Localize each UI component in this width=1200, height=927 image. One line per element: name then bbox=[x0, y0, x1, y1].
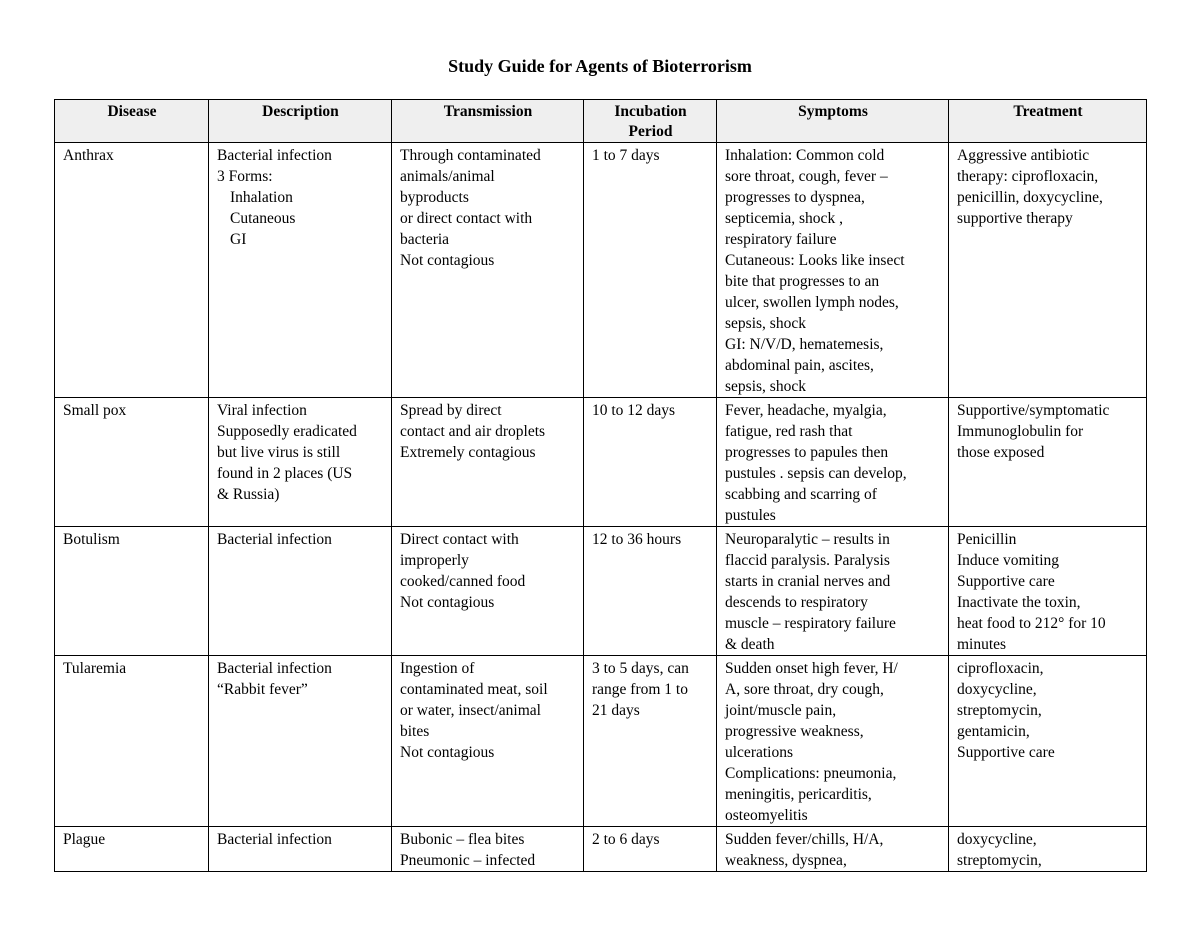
cell-line: found in 2 places (US bbox=[217, 465, 353, 482]
cell-line: A, sore throat, dry cough, bbox=[725, 681, 884, 698]
symptoms-cell bbox=[717, 527, 949, 656]
cell-line: Pneumonic – infected bbox=[400, 852, 536, 869]
cell-line: Sudden onset high fever, H/ bbox=[725, 660, 898, 677]
disease-cell bbox=[55, 656, 209, 827]
cell-line: progresses to dyspnea, bbox=[725, 189, 865, 206]
cell-line: those exposed bbox=[957, 444, 1045, 461]
cell-line: Sudden fever/chills, H/A, bbox=[725, 831, 884, 848]
treatment-cell bbox=[949, 827, 1147, 872]
cell-line: Extremely contagious bbox=[400, 444, 536, 461]
cell-line: 3 Forms: bbox=[217, 168, 273, 185]
cell-line: heat food to 212° for 10 bbox=[957, 615, 1106, 632]
cell-line: Bubonic – flea bites bbox=[400, 831, 525, 848]
cell-line: Spread by direct bbox=[400, 402, 502, 419]
cell-line: minutes bbox=[957, 636, 1007, 653]
cell-line: Bacterial infection bbox=[217, 831, 332, 848]
cell-line: meningitis, pericarditis, bbox=[725, 786, 872, 803]
disease-cell bbox=[55, 143, 209, 398]
cell-line: abdominal pain, ascites, bbox=[725, 357, 874, 374]
transmission-cell bbox=[392, 398, 584, 527]
cell-line: bite that progresses to an bbox=[725, 273, 880, 290]
cell-line: Inhalation bbox=[230, 189, 293, 206]
cell-line: Supportive care bbox=[957, 744, 1055, 761]
cell-line: sore throat, cough, fever – bbox=[725, 168, 888, 185]
cell-line: scabbing and scarring of bbox=[725, 486, 877, 503]
incubation-cell bbox=[584, 398, 717, 527]
cell-line: & Russia) bbox=[217, 486, 280, 503]
cell-line: Supportive care bbox=[957, 573, 1055, 590]
cell-line: range from 1 to bbox=[592, 681, 688, 698]
cell-line: or water, insect/animal bbox=[400, 702, 541, 719]
cell-line: Cutaneous: Looks like insect bbox=[725, 252, 905, 269]
description-cell bbox=[209, 398, 392, 527]
cell-line: Small pox bbox=[63, 402, 127, 419]
cell-line: Induce vomiting bbox=[957, 552, 1060, 569]
cell-line: “Rabbit fever” bbox=[217, 681, 308, 698]
header-symptoms: Symptoms bbox=[717, 100, 949, 143]
cell-line: GI bbox=[230, 231, 247, 248]
cell-line: Through contaminated bbox=[400, 147, 541, 164]
table-row bbox=[55, 656, 1147, 827]
cell-line: Aggressive antibiotic bbox=[957, 147, 1090, 164]
cell-line: Inhalation: Common cold bbox=[725, 147, 885, 164]
disease-cell bbox=[55, 398, 209, 527]
cell-line: Immunoglobulin for bbox=[957, 423, 1084, 440]
incubation-cell bbox=[584, 143, 717, 398]
cell-line: sepsis, shock bbox=[725, 315, 806, 332]
cell-line: Not contagious bbox=[400, 744, 495, 761]
cell-line: gentamicin, bbox=[957, 723, 1030, 740]
incubation-cell bbox=[584, 827, 717, 872]
cell-line: Penicillin bbox=[957, 531, 1017, 548]
symptoms-cell bbox=[717, 827, 949, 872]
header-treatment: Treatment bbox=[949, 100, 1147, 143]
cell-line: Botulism bbox=[63, 531, 120, 548]
cell-line: supportive therapy bbox=[957, 210, 1073, 227]
cell-line: ciprofloxacin, bbox=[957, 660, 1044, 677]
header-description: Description bbox=[209, 100, 392, 143]
transmission-cell bbox=[392, 143, 584, 398]
cell-line: Direct contact with bbox=[400, 531, 519, 548]
cell-line: osteomyelitis bbox=[725, 807, 808, 824]
table-row bbox=[55, 827, 1147, 872]
header-row bbox=[55, 100, 1147, 143]
cell-line: ulcerations bbox=[725, 744, 794, 761]
cell-line: fatigue, red rash that bbox=[725, 423, 853, 440]
cell-line: Supposedly eradicated bbox=[217, 423, 357, 440]
cell-line: progresses to papules then bbox=[725, 444, 889, 461]
cell-line: muscle – respiratory failure bbox=[725, 615, 896, 632]
table-row bbox=[55, 143, 1147, 398]
cell-line: starts in cranial nerves and bbox=[725, 573, 891, 590]
cell-line: 21 days bbox=[592, 702, 640, 719]
cell-line: Bacterial infection bbox=[217, 531, 332, 548]
page-title: Study Guide for Agents of Bioterrorism bbox=[448, 56, 752, 76]
cell-line: weakness, dyspnea, bbox=[725, 852, 847, 869]
cell-line: therapy: ciprofloxacin, bbox=[957, 168, 1099, 185]
cell-line: 10 to 12 days bbox=[592, 402, 676, 419]
cell-line: joint/muscle pain, bbox=[725, 702, 837, 719]
cell-line: doxycycline, bbox=[957, 681, 1037, 698]
cell-line: streptomycin, bbox=[957, 852, 1042, 869]
description-cell bbox=[209, 143, 392, 398]
incubation-cell bbox=[584, 656, 717, 827]
study-guide-table bbox=[54, 99, 1147, 872]
cell-line: pustules . sepsis can develop, bbox=[725, 465, 907, 482]
cell-line: progressive weakness, bbox=[725, 723, 864, 740]
cell-line: septicemia, shock , bbox=[725, 210, 843, 227]
cell-line: Complications: pneumonia, bbox=[725, 765, 897, 782]
cell-line: ulcer, swollen lymph nodes, bbox=[725, 294, 899, 311]
description-cell bbox=[209, 527, 392, 656]
cell-line: Anthrax bbox=[63, 147, 114, 164]
cell-line: 1 to 7 days bbox=[592, 147, 660, 164]
cell-line: 3 to 5 days, can bbox=[592, 660, 689, 677]
header-incubation-period: Incubation Period bbox=[584, 100, 717, 143]
table-row bbox=[55, 527, 1147, 656]
disease-cell bbox=[55, 527, 209, 656]
cell-line: Cutaneous bbox=[230, 210, 296, 227]
treatment-cell bbox=[949, 143, 1147, 398]
cell-line: Neuroparalytic – results in bbox=[725, 531, 890, 548]
cell-line: respiratory failure bbox=[725, 231, 837, 248]
cell-line: contact and air droplets bbox=[400, 423, 546, 440]
incubation-cell bbox=[584, 527, 717, 656]
transmission-cell bbox=[392, 827, 584, 872]
transmission-cell bbox=[392, 656, 584, 827]
cell-line: Fever, headache, myalgia, bbox=[725, 402, 887, 419]
cell-line: pustules bbox=[725, 507, 776, 524]
header-disease: Disease bbox=[55, 100, 209, 143]
cell-line: 2 to 6 days bbox=[592, 831, 660, 848]
cell-line: doxycycline, bbox=[957, 831, 1037, 848]
cell-line: Plague bbox=[63, 831, 106, 848]
cell-line: Not contagious bbox=[400, 594, 495, 611]
cell-line: Tularemia bbox=[63, 660, 127, 677]
symptoms-cell bbox=[717, 398, 949, 527]
cell-line: 12 to 36 hours bbox=[592, 531, 682, 548]
cell-line: Viral infection bbox=[217, 402, 307, 419]
cell-line: animals/animal bbox=[400, 168, 495, 185]
cell-line: flaccid paralysis. Paralysis bbox=[725, 552, 890, 569]
transmission-cell bbox=[392, 527, 584, 656]
cell-line: Inactivate the toxin, bbox=[957, 594, 1081, 611]
disease-cell bbox=[55, 827, 209, 872]
cell-line: Ingestion of bbox=[400, 660, 475, 677]
symptoms-cell bbox=[717, 656, 949, 827]
cell-line: or direct contact with bbox=[400, 210, 533, 227]
cell-line: streptomycin, bbox=[957, 702, 1042, 719]
cell-line: contaminated meat, soil bbox=[400, 681, 548, 698]
cell-line: bacteria bbox=[400, 231, 450, 248]
cell-line: Not contagious bbox=[400, 252, 495, 269]
cell-line: descends to respiratory bbox=[725, 594, 868, 611]
cell-line: Bacterial infection bbox=[217, 660, 332, 677]
treatment-cell bbox=[949, 527, 1147, 656]
description-cell bbox=[209, 827, 392, 872]
cell-line: penicillin, doxycycline, bbox=[957, 189, 1103, 206]
table-row bbox=[55, 398, 1147, 527]
treatment-cell bbox=[949, 656, 1147, 827]
cell-line: bites bbox=[400, 723, 430, 740]
cell-line: Bacterial infection bbox=[217, 147, 332, 164]
treatment-cell bbox=[949, 398, 1147, 527]
cell-line: sepsis, shock bbox=[725, 378, 806, 395]
cell-line: Supportive/symptomatic bbox=[957, 402, 1110, 419]
cell-line: GI: N/V/D, hematemesis, bbox=[725, 336, 884, 353]
cell-line: improperly bbox=[400, 552, 469, 569]
description-cell bbox=[209, 656, 392, 827]
cell-line: cooked/canned food bbox=[400, 573, 526, 590]
cell-line: & death bbox=[725, 636, 775, 653]
header-transmission: Transmission bbox=[392, 100, 584, 143]
cell-line: but live virus is still bbox=[217, 444, 341, 461]
symptoms-cell bbox=[717, 143, 949, 398]
cell-line: byproducts bbox=[400, 189, 469, 206]
